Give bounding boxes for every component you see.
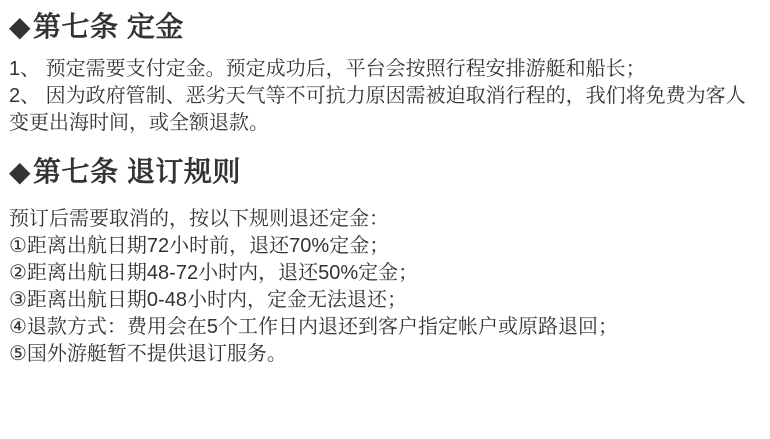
diamond-bullet-icon: ◆ xyxy=(9,156,32,187)
section-heading-cancellation xyxy=(9,154,762,190)
section-title: 第七条 退订规则 xyxy=(33,156,241,187)
terms-line: ②距离出航日期48-72小时内，退还50%定金； xyxy=(9,262,419,284)
terms-line: ③距离出航日期0-48小时内，定金无法退还； xyxy=(9,289,407,311)
terms-line: 预订后需要取消的，按以下规则退还定金： xyxy=(9,208,389,230)
deposit-terms-list xyxy=(9,56,762,137)
terms-line: ①距离出航日期72小时前，退还70%定金； xyxy=(9,235,390,257)
terms-line: 1、 预定需要支付定金。预定成功后，平台会按照行程安排游艇和船长； xyxy=(9,58,646,80)
terms-line: ④退款方式：费用会在5个工作日内退还到客户指定帐户或原路退回； xyxy=(9,316,619,338)
section-title: 第七条 定金 xyxy=(33,11,184,42)
cancellation-terms-list xyxy=(9,206,762,368)
diamond-bullet-icon: ◆ xyxy=(9,11,32,42)
terms-line: ⑤国外游艇暂不提供退订服务。 xyxy=(9,343,287,365)
section-heading-deposit xyxy=(9,9,762,45)
terms-line: 变更出海时间，或全额退款。 xyxy=(9,112,269,134)
terms-line: 2、 因为政府管制、恶劣天气等不可抗力原因需被迫取消行程的，我们将免费为客人 xyxy=(9,85,746,107)
